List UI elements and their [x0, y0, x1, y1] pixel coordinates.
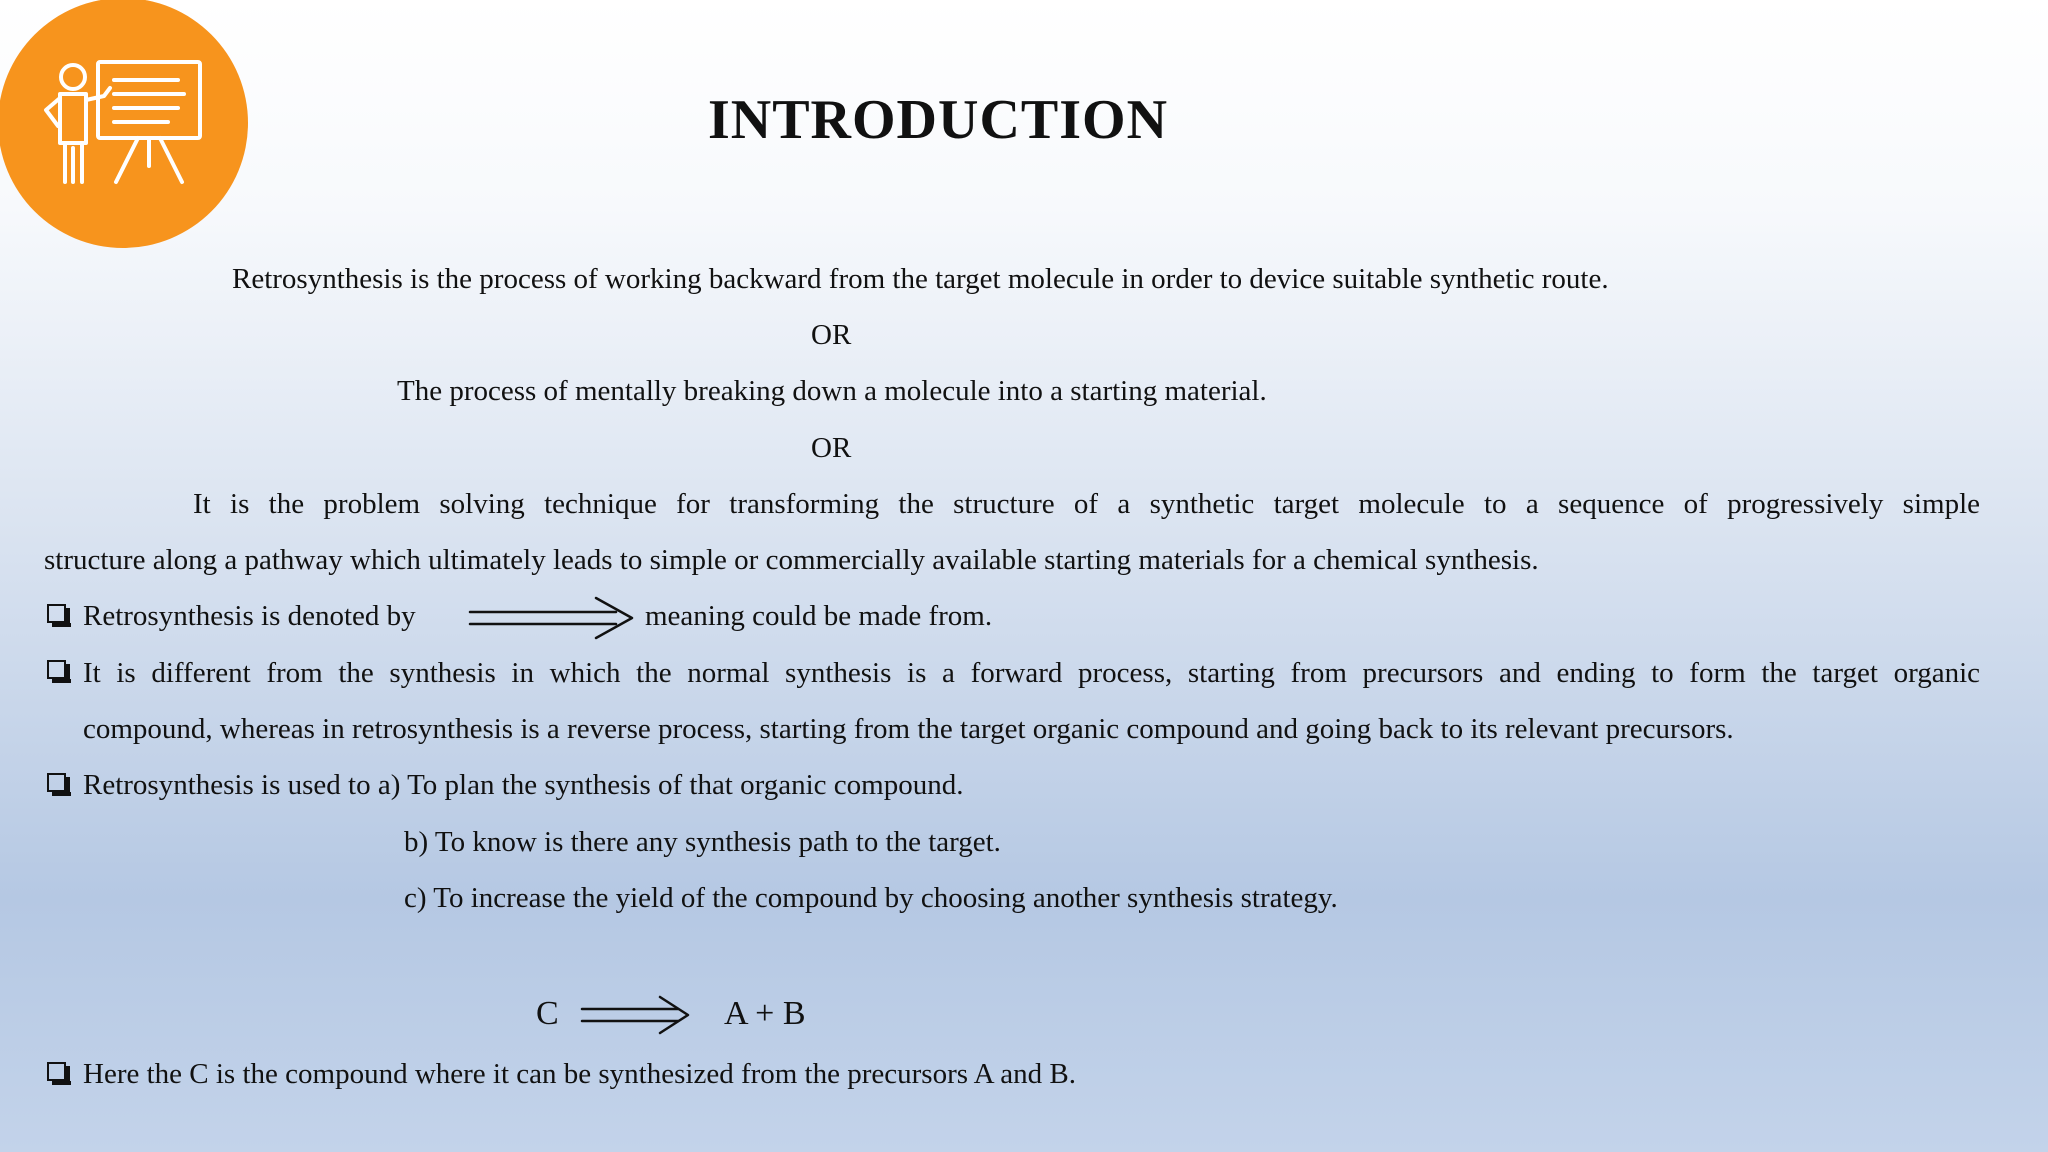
- definition-1: Retrosynthesis is the process of working backward from the target molecule in order to device suitable synthetic route.: [232, 263, 1609, 295]
- definition-2: The process of mentally breaking down a molecule into a starting material.: [397, 375, 1267, 407]
- bullet-3-item-b: b) To know is there any synthesis path to the target.: [404, 826, 1001, 858]
- equation-arrow-icon: [580, 994, 692, 1036]
- retrosynthesis-arrow-icon: [468, 596, 636, 640]
- bullet-4-text: Here the C is the compound where it can be synthesized from the precursors A and B.: [83, 1058, 1076, 1090]
- bullet-1-text: Retrosynthesis is denoted by: [83, 600, 416, 632]
- definition-3-line-1: It is the problem solving technique for transforming the structure of a synthetic target molecule to a sequence of progressively simple: [193, 488, 1980, 520]
- equation-product: C: [536, 995, 559, 1032]
- bullet-marker: [47, 604, 66, 623]
- definition-3-line-2: structure along a pathway which ultimately leads to simple or commercially available starting materials for a chemical synthesis.: [44, 544, 1539, 576]
- bullet-3-text: Retrosynthesis is used to a) To plan the synthesis of that organic compound.: [83, 769, 964, 801]
- bullet-1-meaning: meaning could be made from.: [645, 600, 993, 632]
- bullet-marker: [47, 1062, 66, 1081]
- bullet-3-item-c: c) To increase the yield of the compound by choosing another synthesis strategy.: [404, 882, 1338, 914]
- or-separator-2: OR: [811, 432, 852, 464]
- bullet-2-line-1: It is different from the synthesis in which the normal synthesis is a forward process, starting from precursors and ending to form the target organic: [83, 657, 1980, 689]
- page-title: INTRODUCTION: [707, 89, 1169, 151]
- equation-precursors: A + B: [724, 995, 806, 1032]
- or-separator-1: OR: [811, 319, 852, 351]
- bullet-marker: [47, 660, 66, 679]
- bullet-marker: [47, 773, 66, 792]
- bullet-2-line-2: compound, whereas in retrosynthesis is a reverse process, starting from the target organic compound and going back to its relevant precursors.: [83, 713, 1734, 745]
